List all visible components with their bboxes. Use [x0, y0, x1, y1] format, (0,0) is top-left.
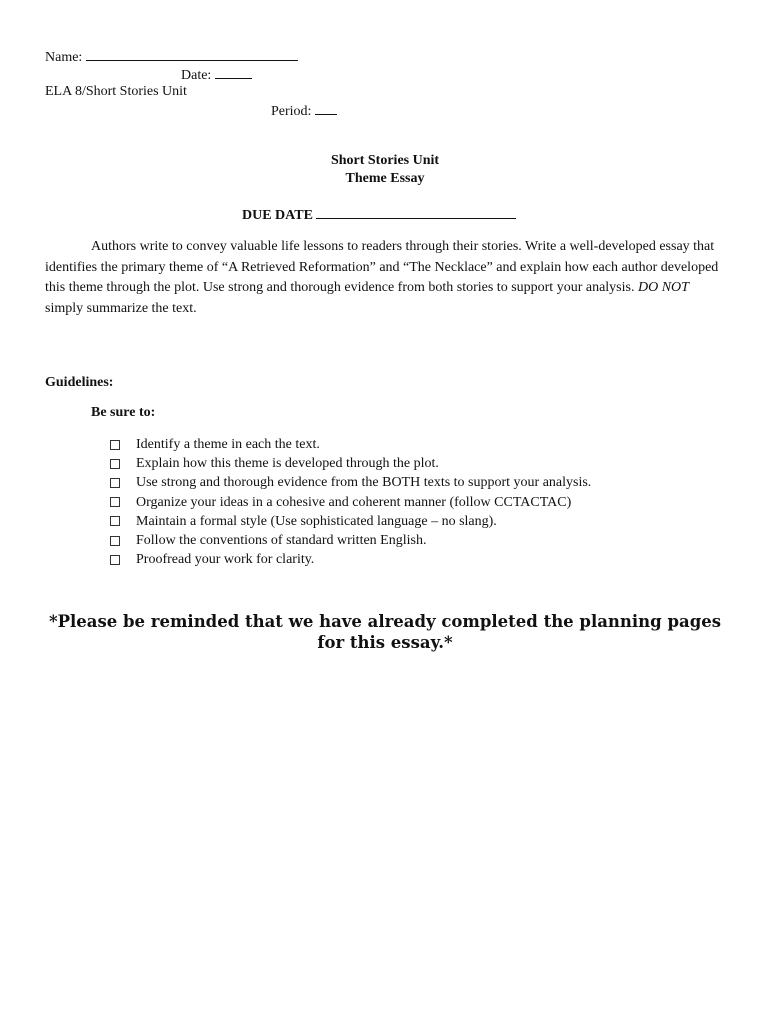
period-blank — [315, 101, 337, 115]
essay-prompt — [45, 237, 725, 319]
checklist-item-text: Use strong and thorough evidence from the BOTH texts to support your analysis. — [136, 475, 592, 491]
checkbox-icon — [110, 516, 120, 526]
planning-reminder: *Please be reminded that we have already completed the planning pages for this essay.* — [48, 612, 722, 652]
checklist-item-text: Proofread your work for clarity. — [136, 552, 315, 568]
checklist-item — [110, 454, 591, 473]
checkbox-icon — [110, 478, 120, 488]
checkbox-icon — [110, 536, 120, 546]
prompt-text-end: simply summarize the text. — [45, 300, 197, 316]
period-field — [271, 101, 337, 121]
checklist-item — [110, 512, 591, 531]
checklist-item-text: Maintain a formal style (Use sophisticated language – no slang). — [136, 513, 497, 529]
checklist-item — [110, 531, 591, 550]
title-line-1: Short Stories Unit — [330, 153, 440, 168]
checkbox-icon — [110, 459, 120, 469]
date-field — [181, 65, 252, 85]
checklist-item — [110, 473, 591, 492]
due-date-field — [242, 205, 516, 225]
checklist-item — [110, 493, 591, 512]
checkbox-icon — [110, 497, 120, 507]
name-field — [45, 47, 298, 67]
guidelines-checklist — [110, 435, 591, 569]
period-label: Period: — [271, 104, 312, 119]
checklist-item-text: Explain how this theme is developed through the plot. — [136, 456, 439, 472]
checklist-item — [110, 550, 591, 569]
checklist-item-text: Organize your ideas in a cohesive and coherent manner (follow CCTACTAC) — [136, 494, 572, 510]
date-label: Date: — [181, 68, 212, 83]
due-date-blank — [316, 205, 516, 219]
checklist-item — [110, 435, 591, 454]
guidelines-heading: Guidelines: — [45, 375, 114, 390]
name-blank — [86, 47, 298, 61]
checkbox-icon — [110, 555, 120, 565]
name-label: Name: — [45, 50, 83, 65]
title-line-2: Theme Essay — [345, 171, 425, 186]
checklist-item-text: Follow the conventions of standard written English. — [136, 533, 427, 549]
prompt-text: Authors write to convey valuable life lessons to readers through their stories. Write a well-developed essay that identifies the primary theme of “A Retrieved Reformation” and “The Necklace” and explain how each author developed this theme through the plot. Use strong and thorough evidence from both stories to support your analysis. — [45, 239, 719, 295]
checkbox-icon — [110, 440, 120, 450]
due-date-label: DUE DATE — [242, 208, 313, 223]
checklist-item-text: Identify a theme in each the text. — [136, 437, 320, 452]
prompt-emphasis: DO NOT — [637, 280, 689, 295]
date-blank — [215, 65, 252, 79]
class-label: ELA 8/Short Stories Unit — [45, 84, 187, 99]
guidelines-subheading: Be sure to: — [91, 405, 156, 420]
